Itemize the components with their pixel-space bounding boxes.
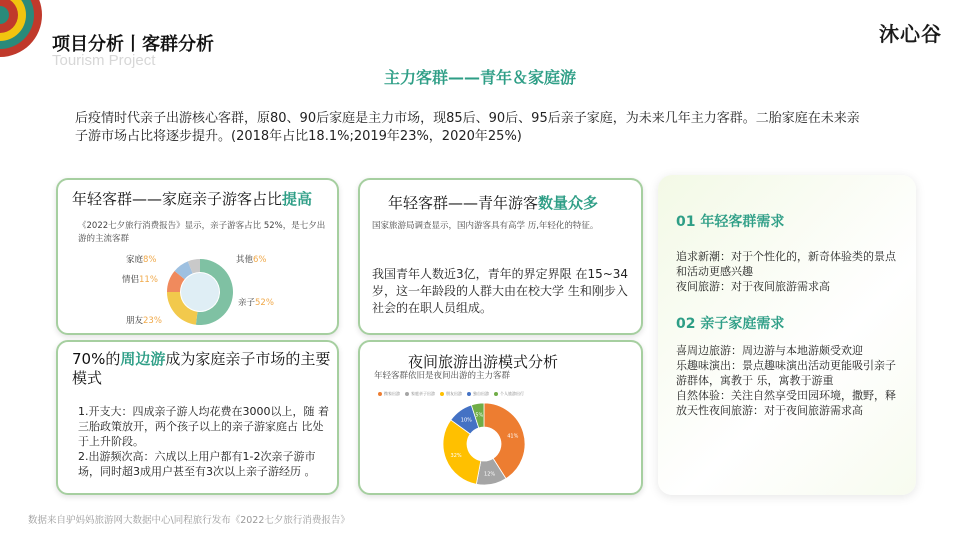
list-item: 2.出游频次高：六成以上用户都有1-2次亲子游市 场，同时超3成用户甚至有3次以上亲子游经历 。 [78, 450, 316, 478]
pie-label-couple: 情侣11% [122, 275, 158, 285]
needs-panel [658, 175, 916, 495]
page-subtitle: Tourism Project [52, 52, 156, 69]
donut-data-label: 32% [450, 453, 462, 460]
youth-card [358, 178, 643, 335]
card-title: 年轻客群——家庭亲子游客占比提高 [72, 190, 313, 208]
family-share-card [56, 178, 339, 335]
section-heading: 主力客群——青年＆家庭游 [383, 68, 576, 87]
panel-body: 追求新潮：对于个性化的，新奇体验类的景点和活动更感兴趣 夜间旅游：对于夜间旅游需求高 [676, 250, 896, 293]
brand-logo: 沐心谷 [879, 22, 942, 46]
panel-heading: 02 亲子家庭需求 [676, 316, 785, 332]
donut-data-label: 10% [460, 417, 472, 424]
intro-paragraph: 后疫情时代亲子出游核心客群，原80、90后家庭是主力市场，现85后、90后、95后亲子家庭，为未来几年主力客群。二胎家庭在未来亲子游市场占比将逐步提升。(2018年占比18.1%;2019年23%，2020年25%) [75, 111, 860, 144]
card-title: 70%的周边游成为家庭亲子市场的主要模式 [72, 350, 331, 387]
legend-item [494, 391, 524, 397]
people-illustration-icon [181, 273, 219, 311]
legend-swatch [405, 392, 409, 396]
nearby-travel-card [56, 340, 339, 495]
legend-swatch [440, 392, 444, 396]
legend-label: 携家出游 [384, 391, 400, 396]
card-body: 我国青年人数近3亿，青年的界定界限 在15~34岁，这一年龄段的人群大由在校大学 生和刚步入社会的在职人员组成。 [372, 267, 629, 315]
card-title: 夜间旅游出游模式分析 [408, 353, 559, 371]
panel-heading: 01 年轻客群需求 [676, 214, 785, 230]
night-travel-donut-chart [442, 402, 526, 486]
legend-item [405, 391, 435, 397]
pie-label-friends: 朋友23% [126, 316, 162, 326]
list-item: 1.开支大：四成亲子游人均花费在3000以上，随 着三胎政策放开，两个孩子以上的亲子游家庭占 比处于上升阶段。 [78, 405, 329, 448]
legend-label: 朋友出游 [446, 391, 462, 396]
night-travel-card [358, 340, 643, 495]
card-note: 年轻客群依旧是夜间出游的主力客群 [374, 371, 511, 381]
donut-data-label: 41% [507, 433, 519, 440]
legend-item [440, 391, 462, 397]
legend-item [467, 391, 489, 397]
donut-data-label: 12% [484, 471, 496, 478]
card-note: 国家旅游局调查显示，国内游客具有高学 历,年轻化的特征。 [372, 221, 599, 231]
family-share-pie-chart [166, 258, 234, 326]
pie-label-other: 其他6% [236, 255, 267, 265]
pie-label-parent-child: 亲子52% [238, 298, 274, 308]
legend-label: 家庭亲子出游 [411, 391, 435, 396]
donut-data-label: 5% [475, 412, 484, 419]
legend-item [378, 391, 400, 397]
legend-label: 个人旅游出行 [500, 391, 524, 396]
page-title: 项目分析丨客群分析 [52, 34, 214, 55]
card-note: 《2022七夕旅行消费报告》显示，亲子游客占比 52%，是七夕出游的主流客群 [78, 221, 326, 244]
legend-swatch [467, 392, 471, 396]
panel-body: 喜周边旅游：周边游与本地游颇受欢迎 乐趣味演出：景点趣味演出活动更能吸引亲子游群体，寓教于 乐，寓教于游重 自然体验：关注自然享受田园环境，撒野，释放天性夜间旅游：对于夜间旅游需求高 [676, 344, 896, 417]
legend-swatch [378, 392, 382, 396]
card-body [78, 404, 333, 479]
chart-legend [378, 391, 638, 397]
legend-swatch [494, 392, 498, 396]
footnote: 数据来自驴妈妈旅游网大数据中心\同程旅行发布《2022七夕旅行消费报告》 [28, 515, 350, 526]
card-title: 年轻客群——青年游客数量众多 [388, 194, 599, 212]
pie-label-family: 家庭8% [126, 255, 157, 265]
legend-label: 独自出游 [473, 391, 489, 396]
